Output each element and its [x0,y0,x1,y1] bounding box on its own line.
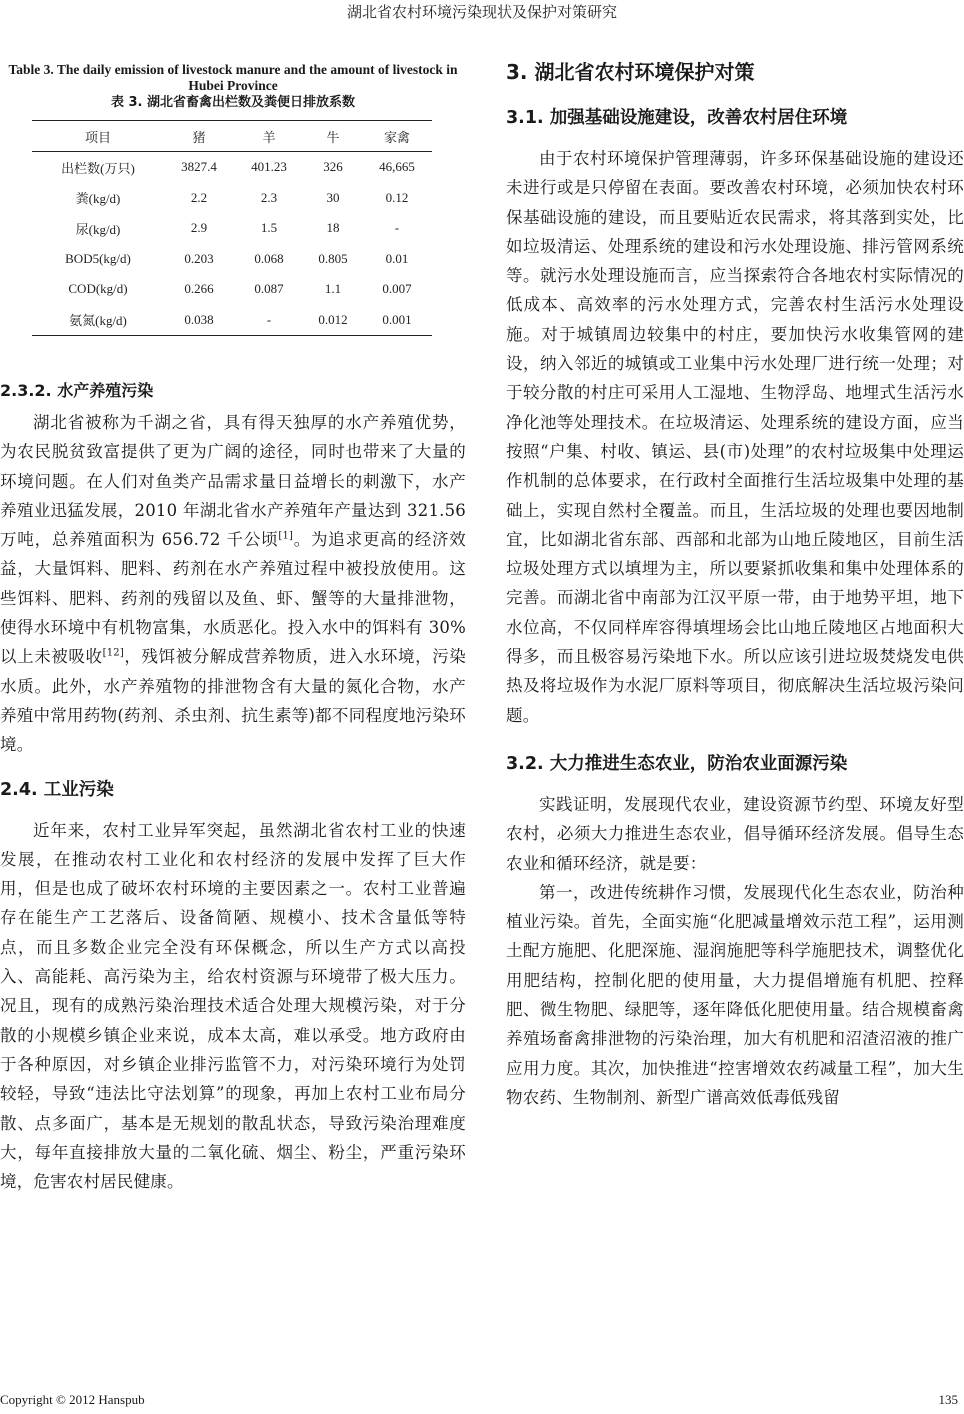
section-3-2-paragraph-1: 实践证明，发展现代农业，建设资源节约型、环境友好型农村，必须大力推进生态农业，倡导循环经济发展。倡导生态农业和循环经济，就是要： [506,794,964,873]
table-cell: - [394,220,400,236]
table-cell: 1.5 [260,220,278,236]
table3 [32,120,432,336]
paragraph-text: 湖北省被称为千湖之省，具有得天独厚的水产养殖优势，为农民脱贫致富提供了更为广阔的途径，同时也带来了大量的环境问题。在人们对鱼类产品需求量日益增长的刺激下，水产养殖业迅猛发展，2010 年湖北省水产养殖年产量达到 321.56 万吨，总养殖面积为 656.72 千公顷 [0,413,466,550]
table-cell: 出栏数(万只) [61,160,135,176]
table-cell: 18 [326,220,340,236]
table-cell: 3827.4 [181,159,217,175]
table-cell: 0.805 [318,250,348,266]
table-cell: 30 [326,189,340,205]
table-cell: 0.12 [385,189,409,205]
section-2-4-heading: 2.4. 工业污染 [0,779,114,800]
section-2-4-paragraph: 近年来，农村工业异军突起，虽然湖北省农村工业的快速发展，在推动农村工业化和农村经济的发展中发挥了巨大作用，但是也成了破坏农村环境的主要因素之一。农村工业普遍存在能生产工艺落后、设备简陋、规模小、技术含量低等特点，而且多数企业完全没有环保概念，所以生产方式以高投入、高能耗、高污染为主，给农村资源与环境带了极大压力。况且，现有的成熟污染治理技术适合处理大规模污染，对于分散的小规模乡镇企业来说，成本太高，难以承受。地方政府由于各种原因，对乡镇企业排污监管不力，对污染环境行为处罚较轻，导致“违法比守法划算”的现象，再加上农村工业布局分散、点多面广，基本是无规划的散乱状态，导致污染治理难度大，每年直接排放大量的二氧化硫、烟尘、粉尘，严重污染环境，危害农村居民健康。 [0,820,466,1192]
table-row [32,152,432,183]
table-cell: 0.266 [184,281,214,297]
table-cell: - [234,305,304,336]
table-cell: 2.3 [260,189,278,205]
left-column [0,46,466,1196]
table-header-cell: 猪 [164,121,234,152]
table-header-row [32,121,432,152]
citation-ref: [1] [278,530,294,542]
table3-caption-en: Table 3. The daily emission of livestock manure and the amount of livestock in Hubei Province [8,62,458,93]
table-cell: 尿(kg/d) [75,221,121,237]
table-cell: BOD5(kg/d) [65,250,131,266]
table-header-cell: 牛 [304,121,362,152]
section-3-1-heading: 3.1. 加强基础设施建设，改善农村居住环境 [506,108,848,128]
table-row [32,244,432,275]
table-cell: 0.012 [304,305,362,336]
table-cell: 0.007 [382,281,412,297]
paragraph-text: ，残饵被分解成营养物质，进入水环境，污染水质。此外，水产养殖物的排泄物含有大量的氮化合物，水产养殖中常用药物(药剂、杀虫剂、抗生素等)都不同程度地污染环境。 [0,647,467,755]
copyright-footer: Copyright © 2012 Hanspub [0,1392,145,1407]
table-row [32,305,432,336]
running-header [0,0,964,30]
table-cell: 2.2 [190,189,208,205]
citation-ref: [12] [102,647,124,659]
table-row [32,183,432,214]
paragraph-text: 。为追求更高的经济效益，大量饵料、肥料、药剂在水产养殖过程中被投放使用。这些饵料、肥料、药剂的残留以及鱼、虾、蟹等的大量排泄物，使得水环境中有机物富集，水质恶化。投入水中的饵料有 30%以上未被吸收 [0,530,466,667]
section-2-3-2-paragraph [0,408,466,760]
section-2-3-2-heading: 2.3.2. 水产养殖污染 [0,381,154,400]
section-3-2-heading: 3.2. 大力推进生态农业，防治农业面源污染 [506,753,848,774]
table-cell: 0.001 [362,305,432,336]
section-3-2-paragraph-2: 第一，改进传统耕作习惯，发展现代化生态农业，防治种植业污染。首先，全面实施“化肥减量增效示范工程”，运用测土配方施肥、化肥深施、湿润施肥等科学施肥技术，调整优化用肥结构，控制化肥的使用量，大力提倡增施有机肥、控释肥、微生物肥、绿肥等，逐年降低化肥使用量。结合规模畜禽养殖场畜禽排泄物的污染治理，加大有机肥和沼渣沼液的推广应用力度。其次，加快推进“控害增效农药减量工程”，加大生物农药、生物制剂、新型广谱高效低毒低残留 [506,882,964,1107]
table3-caption-zh: 表 3. 湖北省畜禽出栏数及粪便日排放系数 [110,95,356,110]
table-cell: 326 [323,159,343,175]
table-cell: 1.1 [324,281,342,297]
table-cell: 0.087 [254,281,284,297]
running-title: 湖北省农村环境污染现状及保护对策研究 [346,3,617,21]
table-row [32,274,432,305]
page-number: 135 [938,1392,958,1407]
table-cell: 0.038 [164,305,234,336]
right-column [506,58,964,1112]
table-cell: 0.068 [254,250,284,266]
table-cell: 0.203 [184,250,214,266]
table-header-cell: 项目 [32,121,164,152]
table-cell: 氨氮(kg/d) [32,305,164,336]
table-cell: COD(kg/d) [68,281,128,297]
table-row [32,213,432,244]
section-3-heading: 3. 湖北省农村环境保护对策 [506,60,755,84]
table-header-cell: 羊 [234,121,304,152]
table-cell: 粪(kg/d) [75,191,121,207]
table-header-cell: 家禽 [362,121,432,152]
table-cell: 2.9 [190,220,208,236]
table-cell: 0.01 [385,250,409,266]
table-cell: 46,665 [379,159,415,175]
section-3-1-paragraph: 由于农村环境保护管理薄弱，许多环保基础设施的建设还未进行或是只停留在表面。要改善农村环境，必须加快农村环保基础设施的建设，而且要贴近农民需求，将其落到实处，比如垃圾清运、处理系统的建设和污水处理设施、排污管网系统等。就污水处理设施而言，应当探索符合各地农村实际情况的低成本、高效率的污水处理方式，完善农村生活污水处理设施。对于城镇周边较集中的村庄，要加快污水收集管网的建设，纳入邻近的城镇或工业集中污水处理厂进行统一处理；对于较分散的村庄可采用人工湿地、生物浮岛、地埋式生活污水净化池等处理技术。在垃圾清运、处理系统的建设方面，应当按照“户集、村收、镇运、县(市)处理”的农村垃圾集中处理运作机制的总体要求，在行政村全面推行生活垃圾集中处理的基础上，实现自然村全覆盖。而且，生活垃圾的处理也要因地制宜，比如湖北省东部、西部和北部为山地丘陵地区，目前生活垃圾处理方式以填埋为主，所以要紧抓收集和集中处理体系的完善。而湖北省中南部为江汉平原一带，由于地势平坦，地下水位高，不仅同样库容得填埋场会比山地丘陵地区占地面积大得多，而且极容易污染地下水。所以应该引进垃圾焚烧发电供热及将垃圾作为水泥厂原料等项目，彻底解决生活垃圾污染问题。 [506,149,964,725]
table-cell: 401.23 [251,159,287,175]
